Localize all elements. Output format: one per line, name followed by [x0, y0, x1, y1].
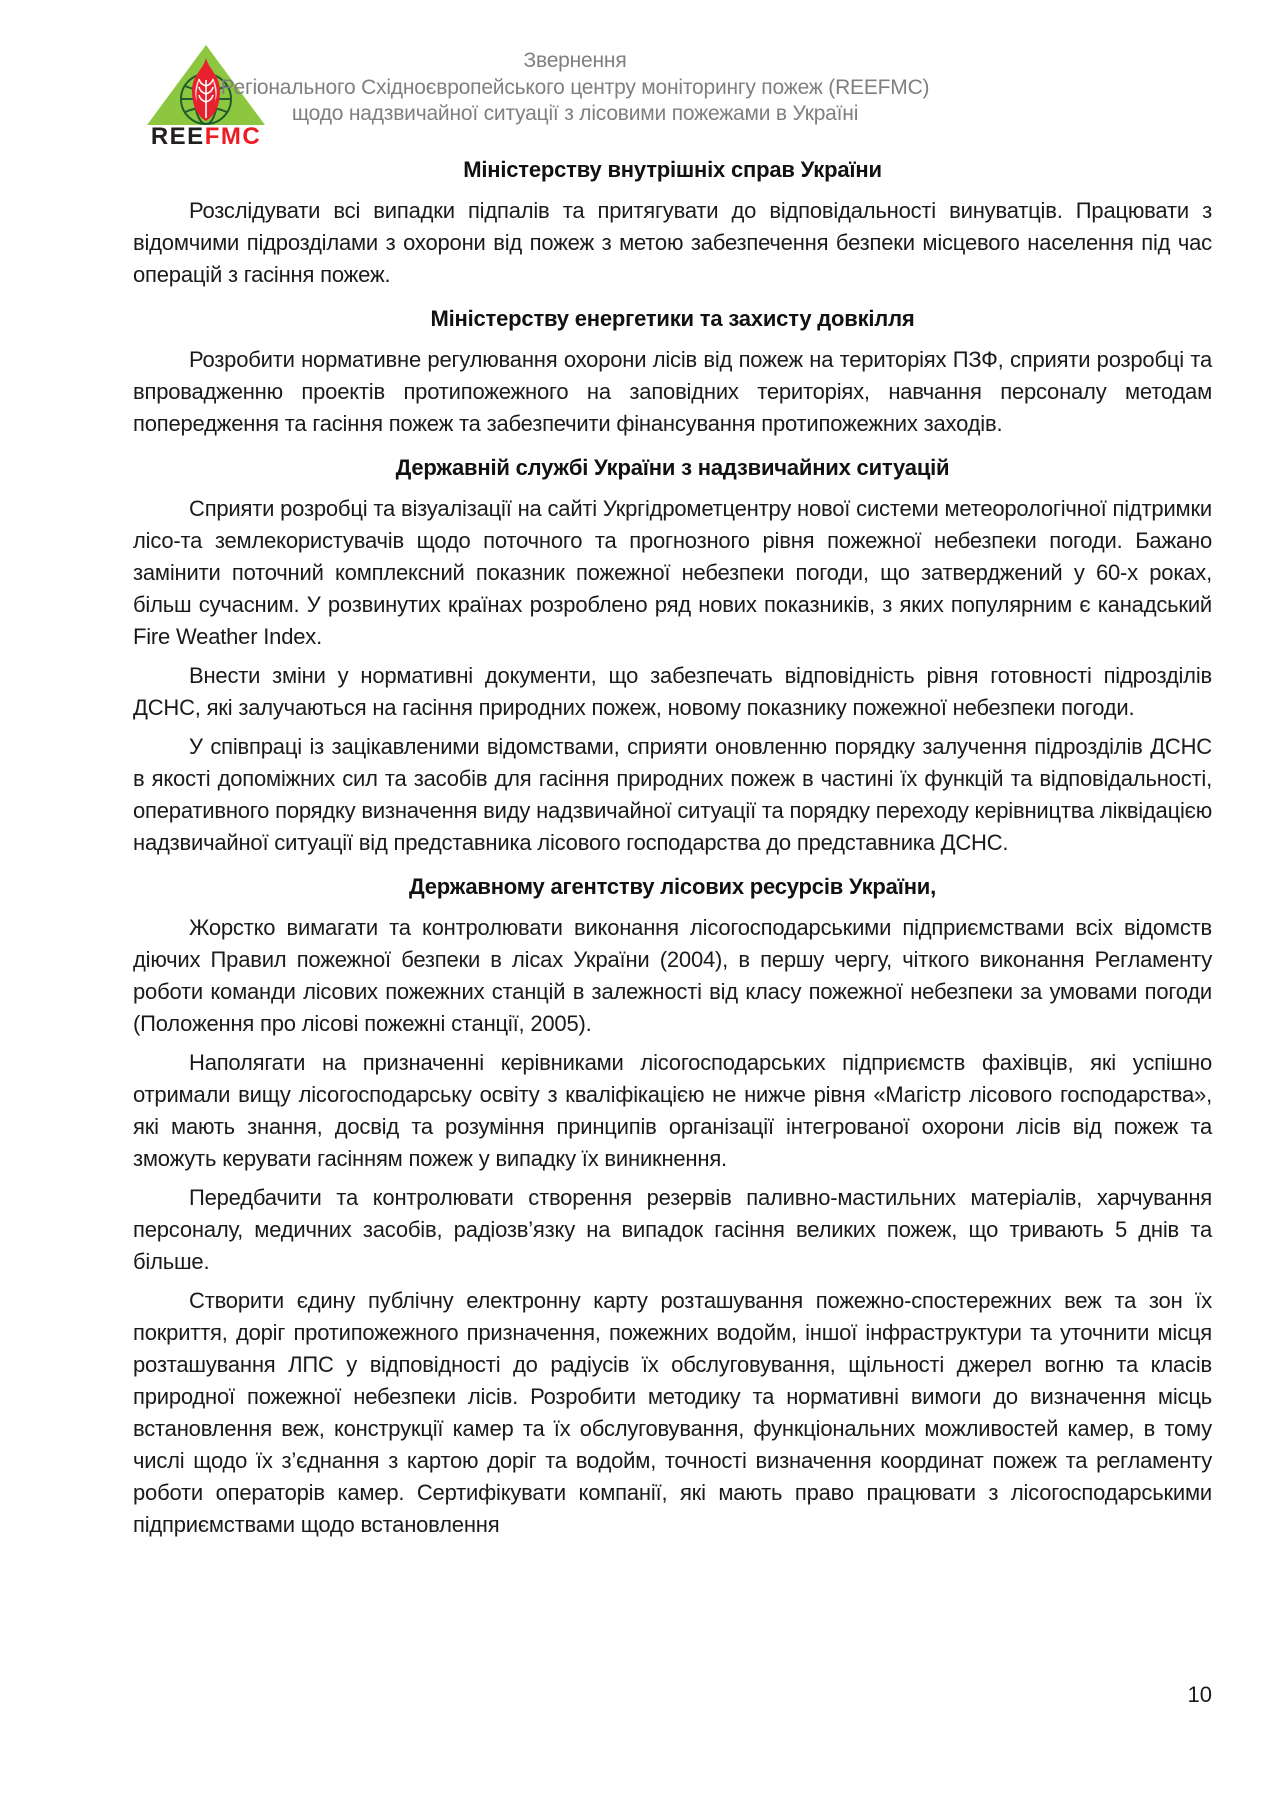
logo-text-red: FMC — [204, 123, 262, 150]
logo-text-black: REE — [150, 123, 205, 150]
paragraph: Розробити нормативне регулювання охорони лісів від пожеж на територіях ПЗФ, сприяти розробці та впровадженню проектів протипожежного на заповідних територіях, навчання персоналу методам попередження та гасіння пожеж та забезпечити фінансування протипожежних заходів. — [133, 347, 1212, 436]
section-heading-energy: Міністерству енергетики та захисту довкілля — [430, 306, 915, 331]
header-line-2: Регіонального Східноєвропейського центру моніторингу пожеж (REEFMC) — [220, 75, 930, 99]
header-line-1: Звернення — [523, 49, 627, 72]
paragraph: Жорстко вимагати та контролювати виконання лісогосподарськими підприємствами всіх відомств діючих Правил пожежної безпеки в лісах України (2004), в першу чергу, чіткого виконання Регламенту роботи команди лісових пожежних станцій в залежності від класу пожежної небезпеки за умовами погоди (Положення про лісові пожежні станції, 2005). — [133, 915, 1212, 1036]
paragraph: Сприяти розробці та візуалізації на сайті Укргідрометцентру нової системи метеорологічної підтримки лісо-та землекористувачів щодо поточного та прогнозного рівня пожежної небезпеки погоди. Бажано замінити поточний комплексний показник пожежної небезпеки погоди, що затверджений у 60-х роках, більш сучасним. У розвинутих країнах розроблено ряд нових показників, з яких популярним є канадський Fire Weather Index. — [133, 496, 1212, 649]
page-number: 10 — [1187, 1682, 1212, 1707]
paragraph: Внести зміни у нормативні документи, що забезпечать відповідність рівня готовності підрозділів ДСНС, які залучаються на гасіння природних пожеж, новому показнику пожежної небезпеки погоди. — [133, 663, 1212, 720]
document-body — [133, 142, 1212, 1548]
paragraph: Наполягати на призначенні керівниками лісогосподарських підприємств фахівців, які успішно отримали вищу лісогосподарську освіту з кваліфікацією не нижче рівня «Магістр лісового господарства», які мають знання, досвід та розуміння принципів організації інтегрованої охорони лісів від пожеж та зможуть керувати гасінням пожеж у випадку їх виникнення. — [133, 1050, 1212, 1171]
section-heading-forest-agency: Державному агентству лісових ресурсів України, — [408, 874, 937, 899]
header-title-block — [0, 48, 1150, 128]
paragraph: Розслідувати всі випадки підпалів та притягувати до відповідальності винуватців. Працювати з відомчими підрозділами з охорони від пожеж з метою забезпечення безпеки місцевого населення під час операцій з гасіння пожеж. — [133, 198, 1212, 287]
header-line-3: щодо надзвичайної ситуації з лісовими пожежами в Україні — [291, 102, 859, 125]
paragraph: У співпраці із зацікавленими відомствами, сприяти оновленню порядку залучення підрозділів ДСНС в якості допоміжних сил та засобів для гасіння природних пожеж в частині їх функцій та відповідальності, оперативного порядку визначення виду надзвичайної ситуації та порядку переходу керівництва ліквідацією надзвичайної ситуації від представника лісового господарства до представника ДСНС. — [133, 734, 1212, 855]
paragraph: Створити єдину публічну електронну карту розташування пожежно-спостережних веж та зон їх покриття, доріг протипожежного призначення, пожежних водойм, іншої інфраструктури та уточнити місця розташування ЛПС у відповідності до радіусів їх обслуговування, щільності джерел вогню та класів природної пожежної небезпеки лісів. Розробити методику та нормативні вимоги до визначення місць встановлення веж, конструкції камер та їх обслуговування, функціональних можливостей камер, в тому числі щодо їх з’єднання з картою доріг та водойм, точності визначення координат пожеж та регламенту роботи операторів камер. Сертифікувати компанії, які мають право працювати з лісогосподарськими підприємствами щодо встановлення — [133, 1288, 1212, 1537]
paragraph: Передбачити та контролювати створення резервів паливно-мастильних матеріалів, харчування персоналу, медичних засобів, радіозв’язку на випадок гасіння великих пожеж, що тривають 5 днів та більше. — [133, 1185, 1212, 1274]
section-heading-mvs: Міністерству внутрішніх справ України — [463, 157, 882, 182]
section-heading-dsns: Державній службі України з надзвичайних ситуацій — [395, 455, 950, 480]
